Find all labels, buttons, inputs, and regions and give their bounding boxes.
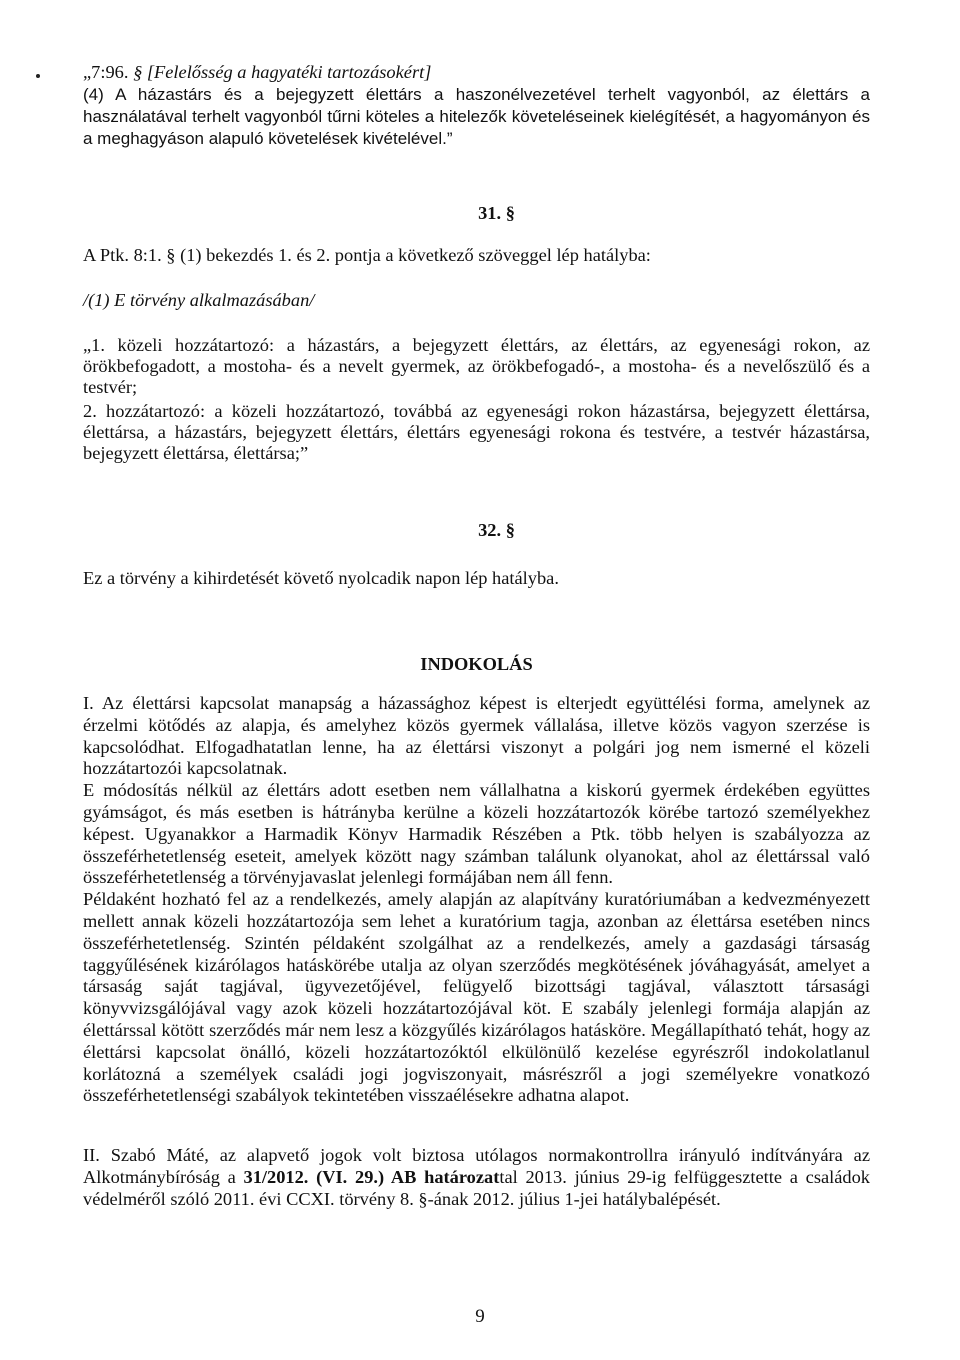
section-31-intro: A Ptk. 8:1. § (1) bekezdés 1. és 2. pontja a következő szöveggel lép hatályba:	[83, 245, 651, 265]
section-32-text: Ez a törvény a kihirdetését követő nyolcadik napon lép hatályba.	[83, 568, 559, 588]
scan-speck	[36, 74, 40, 78]
section-32-number: 32. §	[478, 520, 515, 540]
page-content	[83, 60, 870, 1211]
indokolas-part2-after: tal 2013. június 29-ig felfüggesztette a családok védelméről szóló 2011. évi CCXI. törvény 8. §-ának 2012. július 1-jei hatálybalépését.	[83, 1166, 871, 1209]
indokolas-title: INDOKOLÁS	[420, 654, 533, 674]
indokolas-part2	[83, 1145, 870, 1210]
section-796-prefix: „7:96.	[83, 62, 129, 82]
section-796-para4: (4) A házastárs és a bejegyzett élettárs a haszonélvezetével terhelt vagyonból, az élettárs a használatával terhelt vagyonból tűrni köteles a hitelezők követeléseinek kielégítését, a hagyományon és a meghagyáson alapuló követelések kivételével.”	[83, 85, 870, 148]
section-31-bracket: /(1) E törvény alkalmazásában/	[83, 290, 315, 310]
indokolas-part1-p3: Példaként hozható fel az a rendelkezés, amely alapján az alapítvány kuratóriumában a kedvezményezett mellett annak közeli hozzátartozója sem lehet a kuratórium tagja, azonban az élettársa esetében nincs összeférhetetlenség. Szintén példaként szolgálhat az a rendelkezés, amely a gazdasági társaság taggyűlésének kizárólagos hatáskörébe utalja az olyan szerződés megkötésének jóváhagyását, amelyet a társaság saját tagjával, ügyvezetőjével, felügyelő bizottsági tagjával, választott társasági könyvvizsgálójával vagy azok közeli hozzátartozójával köt. E szabály jelenlegi formája alapján az élettárssal kötött szerződés már nem lesz a közgyűlés kizárólagos hatásköre. Megállapítható tehát, hogy az élettársi kapcsolat önálló, közeli hozzátartozóktól elkülönülő kezelése egyrészről indokolatlanul korlátozná a személyek családi jogi jogviszonyait, másrészről a jogi személyekre vonatkozó összeférhetetlenségi szabályok tekintetében visszaélésekre adhatna alapot.	[83, 889, 870, 1106]
section-31-point1: „1. közeli hozzátartozó: a házastárs, a bejegyzett élettárs, az élettárs, az egyenesági rokon, az örökbefogadott, a mostoha- és a nevelt gyermek, az örökbefogadó-, a mostoha- és a nevelőszülő és a testvér;	[83, 335, 870, 397]
indokolas-part2-before: II. Szabó Máté, az alapvető jogok volt biztosa utólagos normakontrollra irányuló indítványára az Alkotmánybíróság a	[83, 1145, 870, 1187]
section-796-heading	[83, 62, 870, 83]
indokolas-part1-p2: E módosítás nélkül az élettárs adott esetben nem vállalhatna a kiskorú gyermek érdekében együttes gyámságot, és más esetben is hátrányba kerülne a közeli hozzátartozók körébe tartozó személyekhez képest. Ugyanakkor a Harmadik Könyv Harmadik Részében a Ptk. több helyen is szabályozza az összeférhetetlenség eseteit, amelyek között nagy számban találunk olyanokat, ahol az élettárssal való összeférhetetlenség a törvényjavaslat jelenlegi formájában nem áll fenn.	[83, 780, 870, 888]
section-796-title: § [Felelősség a hagyatéki tartozásokért]	[133, 62, 432, 82]
indokolas-part2-decision: 31/2012. (VI. 29.) AB határozat	[243, 1166, 500, 1187]
indokolas-part1-p1: I. Az élettársi kapcsolat manapság a házassághoz képest is elterjedt együttélési forma, amelynek az érzelmi kötődés az alapja, és amelyhez közös gyermek vállalása, illetve közös vagyon szerzése is kapcsolódhat. Elfogadhatatlan lenne, ha az élettársi viszonyt a polgári jog nem ismerné el közeli hozzátartozói kapcsolatnak.	[83, 693, 870, 779]
section-31-number: 31. §	[478, 203, 515, 223]
section-31-point2: 2. hozzátartozó: a közeli hozzátartozó, továbbá az egyenesági rokon házastársa, bejegyzett élettársa, élettársa, a házastárs, bejegyzett élettárs, élettárs egyenesági rokona és testvére, a testvér házastársa, bejegyzett élettársa, élettársa;”	[83, 401, 870, 463]
page-number: 9	[475, 1306, 485, 1327]
